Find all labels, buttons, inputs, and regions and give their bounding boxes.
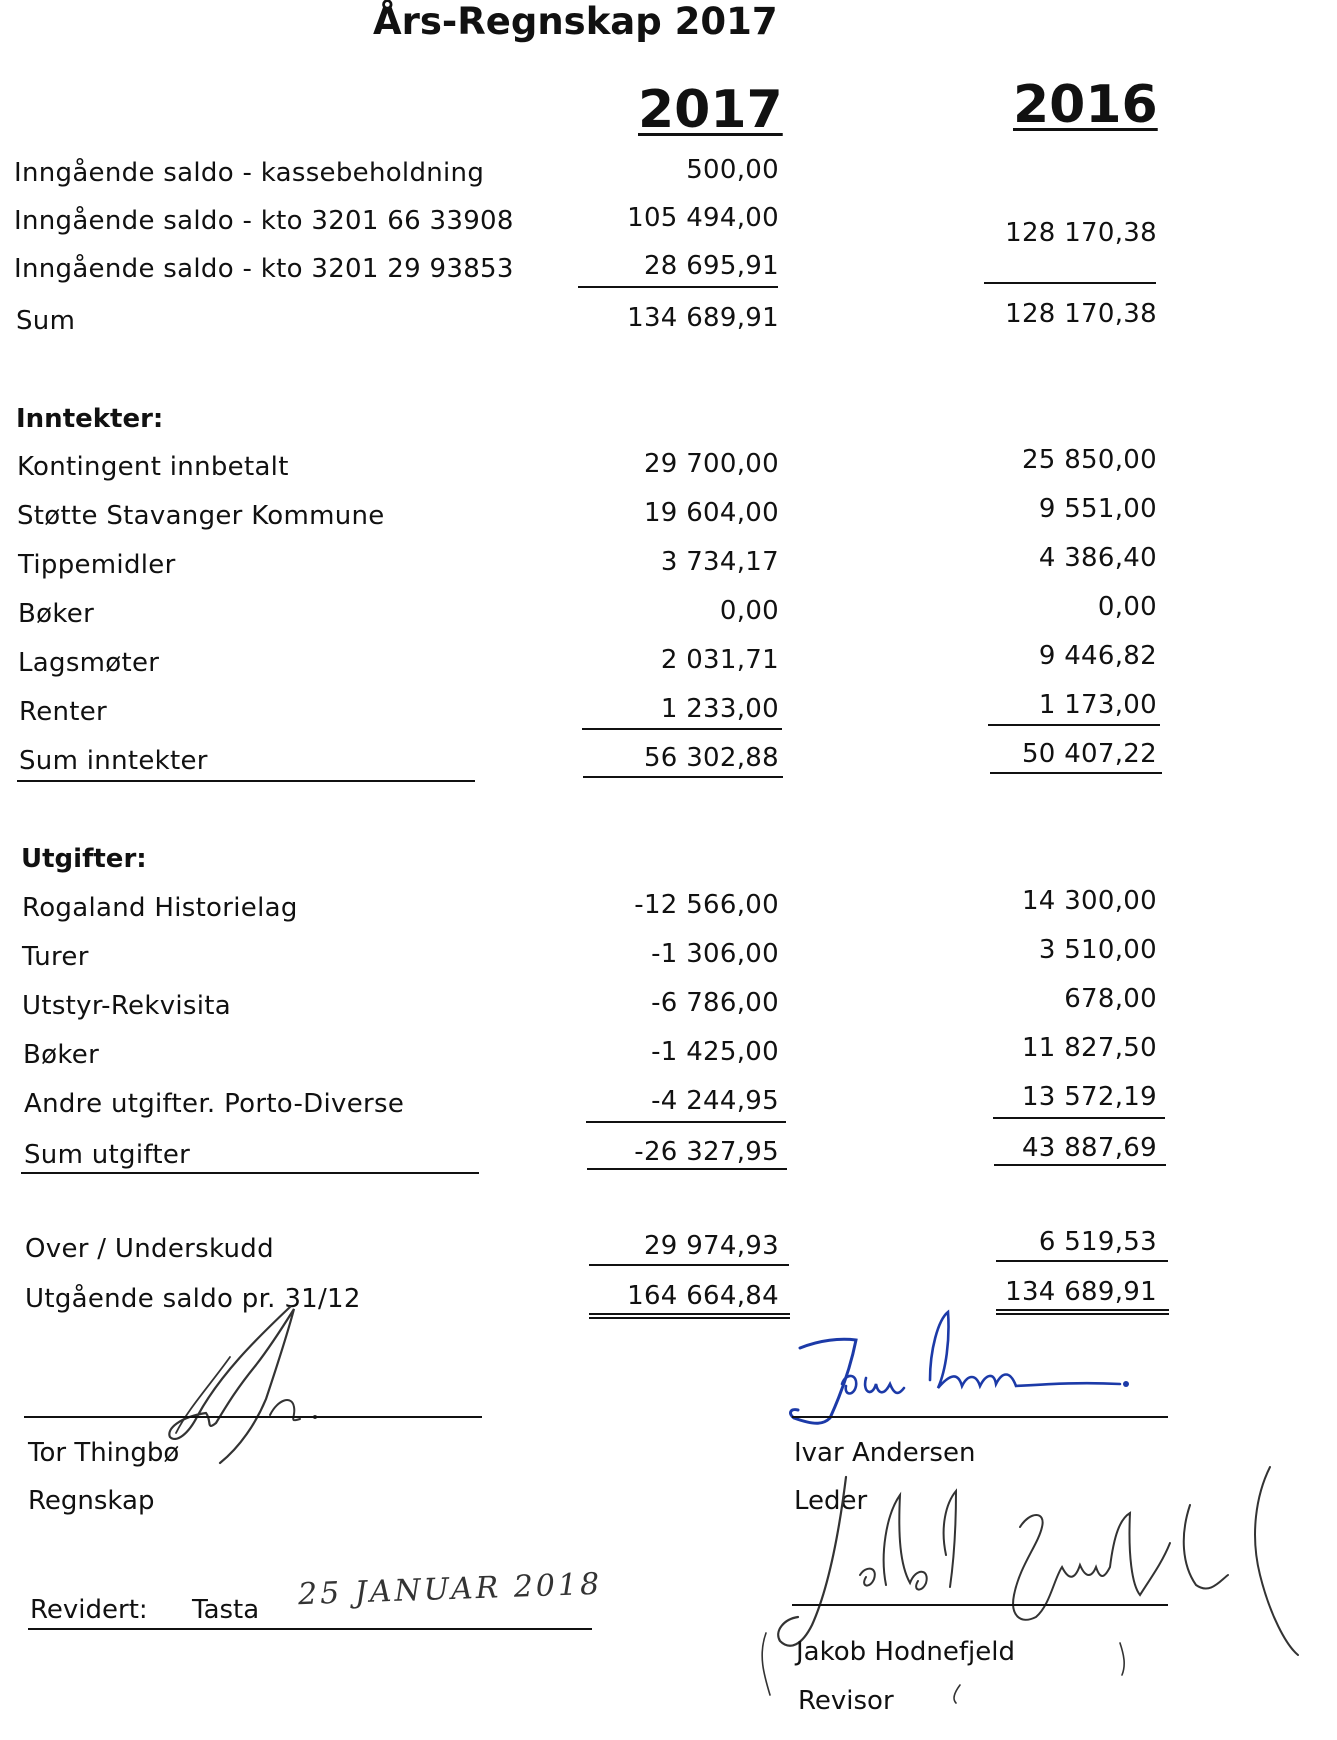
opening-sum-current: 134 689,91 <box>627 303 779 333</box>
income-row-current: 0,00 <box>719 596 779 626</box>
expense-row-current: -12 566,00 <box>634 890 779 920</box>
income-row-previous: 9 551,00 <box>1038 494 1157 524</box>
expense-row-label: Bøker <box>23 1040 100 1070</box>
sum-underline <box>587 1168 787 1170</box>
expense-row-label: Turer <box>22 942 89 972</box>
expenses-sum-label: Sum utgifter <box>24 1140 191 1170</box>
subtotal-rule <box>578 286 778 288</box>
auditor-name: Jakob Hodnefjeld <box>796 1637 1015 1667</box>
signature-line <box>28 1628 592 1630</box>
signature-line <box>24 1416 482 1418</box>
subtotal-rule <box>993 1117 1165 1119</box>
audit-date: 25 JANUAR 2018 <box>297 1566 603 1613</box>
result-previous: 6 519,53 <box>1038 1227 1157 1257</box>
expenses-sum-previous: 43 887,69 <box>1021 1133 1157 1163</box>
result-current: 29 974,93 <box>643 1231 779 1261</box>
income-sum-current: 56 302,88 <box>643 743 779 773</box>
leader-role: Leder <box>794 1486 868 1516</box>
expense-row-previous: 678,00 <box>1064 984 1157 1014</box>
document-title: Års-Regnskap 2017 <box>373 0 778 43</box>
opening-sum-previous: 128 170,38 <box>1005 299 1157 329</box>
accountant-name: Tor Thingbø <box>28 1438 180 1468</box>
income-row-previous: 4 386,40 <box>1038 543 1157 573</box>
opening-row-label: Inngående saldo - kto 3201 66 33908 <box>14 206 514 236</box>
opening-sum-label: Sum <box>16 306 76 336</box>
subtotal-rule <box>586 1121 786 1123</box>
income-row-label: Bøker <box>18 599 95 629</box>
expense-row-previous: 11 827,50 <box>1021 1033 1157 1063</box>
signature-line <box>792 1416 1168 1418</box>
income-row-previous: 0,00 <box>1097 592 1157 622</box>
subtotal-rule <box>589 1264 789 1266</box>
sum-underline <box>990 772 1162 774</box>
sum-underline <box>17 780 475 782</box>
expense-row-current: -1 425,00 <box>651 1037 779 1067</box>
opening-row-label: Inngående saldo - kto 3201 29 93853 <box>14 254 514 284</box>
income-row-label: Støtte Stavanger Kommune <box>17 501 385 531</box>
subtotal-rule <box>984 282 1156 284</box>
auditor-role: Revisor <box>798 1686 894 1716</box>
income-row-label: Kontingent innbetalt <box>17 452 289 482</box>
leader-signature <box>780 1300 1140 1430</box>
income-row-label: Renter <box>19 697 108 727</box>
column-header-previous: 2016 <box>1013 75 1158 135</box>
income-sum-label: Sum inntekter <box>19 746 208 776</box>
closing-previous: 134 689,91 <box>1005 1277 1157 1307</box>
expense-row-current: -6 786,00 <box>651 988 779 1018</box>
closing-current: 164 664,84 <box>627 1281 779 1311</box>
income-row-current: 29 700,00 <box>643 449 779 479</box>
income-row-current: 3 734,17 <box>660 547 779 577</box>
result-label: Over / Underskudd <box>25 1234 274 1264</box>
income-sum-previous: 50 407,22 <box>1021 739 1157 769</box>
income-row-current: 2 031,71 <box>660 645 779 675</box>
sum-underline <box>994 1164 1166 1166</box>
income-row-previous: 1 173,00 <box>1038 690 1157 720</box>
expense-row-label: Utstyr-Rekvisita <box>22 991 232 1021</box>
opening-row-current: 28 695,91 <box>643 251 779 281</box>
expense-row-current: -4 244,95 <box>651 1086 779 1116</box>
income-row-current: 1 233,00 <box>660 694 779 724</box>
subtotal-rule <box>996 1260 1168 1262</box>
income-row-previous: 9 446,82 <box>1038 641 1157 671</box>
closing-label: Utgående saldo pr. 31/12 <box>25 1284 361 1314</box>
audit-label: Revidert: <box>30 1595 148 1625</box>
sum-underline <box>583 776 783 778</box>
income-row-label: Lagsmøter <box>18 648 160 678</box>
column-header-current: 2017 <box>638 80 783 140</box>
subtotal-rule <box>988 724 1160 726</box>
opening-row-current: 105 494,00 <box>627 203 779 233</box>
opening-row-current: 500,00 <box>686 155 779 185</box>
subtotal-rule <box>582 728 782 730</box>
sum-underline <box>21 1172 479 1174</box>
leader-name: Ivar Andersen <box>794 1438 976 1468</box>
signature-line <box>792 1604 1168 1606</box>
total-double-rule <box>589 1313 790 1319</box>
opening-row-previous: 128 170,38 <box>1005 218 1157 248</box>
expense-row-label: Rogaland Historielag <box>22 893 298 923</box>
expense-row-label: Andre utgifter. Porto-Diverse <box>24 1089 405 1119</box>
accountant-role: Regnskap <box>28 1486 155 1516</box>
income-row-label: Tippemidler <box>18 550 176 580</box>
expense-row-previous: 13 572,19 <box>1021 1082 1157 1112</box>
income-row-current: 19 604,00 <box>643 498 779 528</box>
auditor-signature <box>750 1455 1310 1705</box>
expenses-sum-current: -26 327,95 <box>634 1137 779 1167</box>
income-row-previous: 25 850,00 <box>1021 445 1157 475</box>
income-heading: Inntekter: <box>16 404 164 434</box>
opening-row-label: Inngående saldo - kassebeholdning <box>14 158 485 188</box>
expense-row-previous: 3 510,00 <box>1038 935 1157 965</box>
audit-place: Tasta <box>192 1595 260 1625</box>
expense-row-current: -1 306,00 <box>651 939 779 969</box>
expenses-heading: Utgifter: <box>21 844 147 874</box>
expense-row-previous: 14 300,00 <box>1021 886 1157 916</box>
